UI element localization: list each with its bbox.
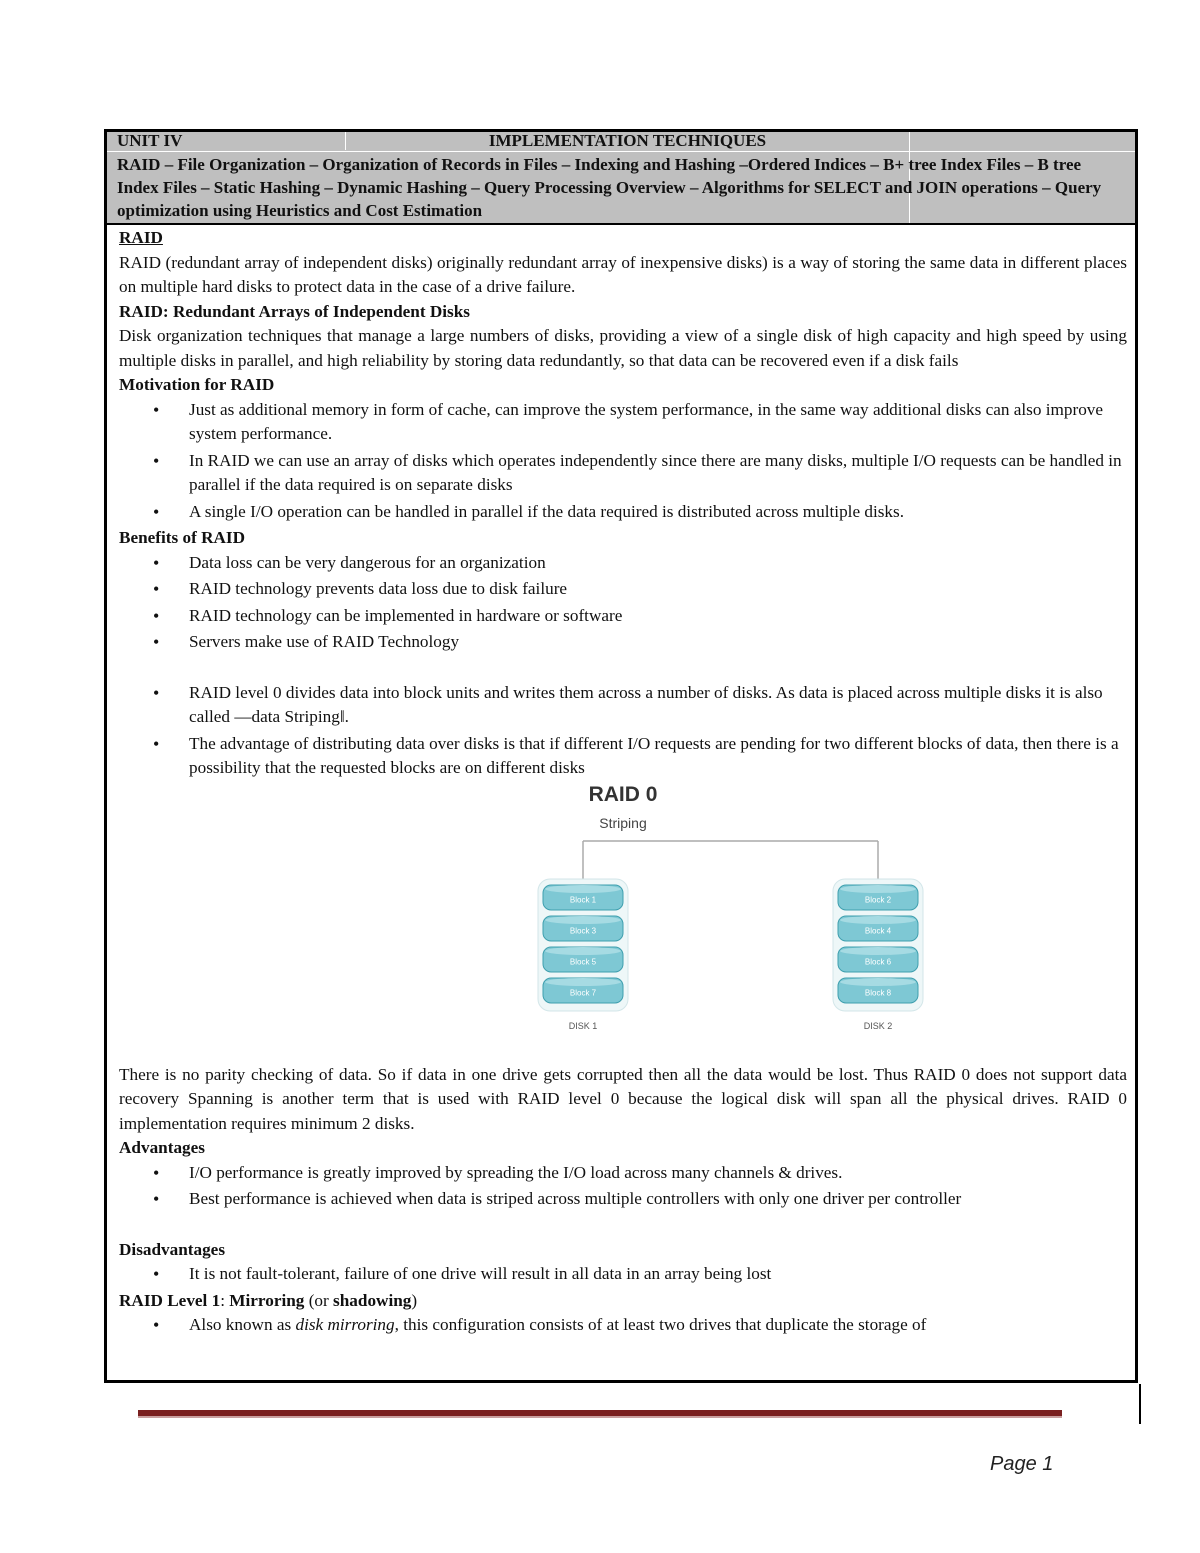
raid1-list bbox=[119, 1313, 1127, 1338]
disk-block-top bbox=[545, 947, 621, 955]
block-label: Block 5 bbox=[569, 957, 597, 966]
motivation-list bbox=[119, 398, 1127, 525]
page-frame bbox=[104, 129, 1138, 1383]
list-item: • A single I/O operation can be handled in parallel if the data required is distributed across multiple disks. bbox=[189, 500, 1127, 525]
raid1-item-a: Also known as bbox=[189, 1315, 296, 1334]
disk-block-top bbox=[545, 885, 621, 893]
raid1-heading-or: (or bbox=[304, 1290, 334, 1310]
disadvantages-heading: Disadvantages bbox=[119, 1239, 226, 1259]
raid1-item-b: , this configuration consists of at least two drives that duplicate the storage of bbox=[394, 1315, 927, 1334]
raid1-item-em: disk mirroring bbox=[295, 1315, 395, 1334]
advantages-list bbox=[119, 1161, 1127, 1212]
disks-layer bbox=[538, 841, 923, 1031]
motivation-heading: Motivation for RAID bbox=[119, 375, 275, 394]
disk-block-top bbox=[840, 947, 916, 955]
raid0-diagram bbox=[119, 783, 1133, 1063]
list-item: • RAID technology prevents data loss due to disk failure bbox=[189, 577, 1127, 602]
figure-subtitle: Striping bbox=[599, 814, 647, 831]
disk-label: DISK 1 bbox=[568, 1020, 598, 1031]
list-item: • RAID technology can be implemented in hardware or software bbox=[189, 604, 1127, 629]
list-item: • I/O performance is greatly improved by spreading the I/O load across many channels & drives. bbox=[189, 1161, 1127, 1186]
raid1-heading-shadowing: shadowing bbox=[333, 1290, 412, 1310]
block-label: Block 2 bbox=[864, 895, 892, 904]
list-item bbox=[189, 1313, 1127, 1338]
list-item: • It is not fault-tolerant, failure of one drive will result in all data in an array being lost bbox=[189, 1262, 1127, 1287]
header-divider bbox=[107, 151, 1135, 152]
disk-block-top bbox=[840, 916, 916, 924]
advantages-heading: Advantages bbox=[119, 1138, 205, 1157]
unit-label: UNIT IV bbox=[117, 131, 183, 150]
margin-rule bbox=[1139, 1384, 1141, 1424]
block-label: Block 7 bbox=[569, 988, 597, 997]
unit-title: IMPLEMENTATION TECHNIQUES bbox=[345, 132, 909, 150]
benefits-heading: Benefits of RAID bbox=[119, 528, 246, 547]
list-item: • Servers make use of RAID Technology bbox=[189, 630, 1127, 655]
raid1-heading-mirroring: Mirroring bbox=[229, 1290, 305, 1310]
page-number: Page 1 bbox=[990, 1453, 1054, 1475]
list-item: • RAID level 0 divides data into block units and writes them across a number of disks. As data is placed across multiple disks it is also called ―data Striping‖. bbox=[189, 681, 1127, 730]
raid-subheading: RAID: Redundant Arrays of Independent Disks bbox=[119, 301, 470, 321]
disk-block-top bbox=[840, 885, 916, 893]
disk-block-top bbox=[545, 916, 621, 924]
block-label: Block 4 bbox=[864, 926, 892, 935]
disk-block-top bbox=[840, 978, 916, 986]
raid-intro: RAID (redundant array of independent disks) originally redundant array of inexpensive disks) is a way of storing the same data in different places on multiple hard disks to protect data in the case of a drive failure. bbox=[119, 252, 1127, 296]
unit-topics: RAID – File Organization – Organization of Records in Files – Indexing and Hashing –Ordered Indices – B+ tree Index Files – B tree Index Files – Static Hashing – Dynamic Hashing – Query Processing Overview – Algorithms for SELECT and JOIN operations – Query optimization using Heuristics and Cost Estimation bbox=[117, 155, 1102, 220]
block-label: Block 6 bbox=[864, 957, 892, 966]
block-label: Block 8 bbox=[864, 988, 892, 997]
block-label: Block 3 bbox=[569, 926, 597, 935]
raid1-heading bbox=[119, 1289, 1127, 1314]
raid1-heading-colon: : bbox=[220, 1290, 230, 1310]
footer-rule bbox=[138, 1410, 1062, 1418]
raid-description: Disk organization techniques that manage a large numbers of disks, providing a view of a single disk of high capacity and high speed by using multiple disks in parallel, and high reliability by storing data redundantly, so that data can be recovered even if a disk fails bbox=[119, 326, 1127, 370]
raid1-heading-close: ) bbox=[411, 1290, 418, 1310]
spacer bbox=[119, 1214, 1127, 1238]
spacer bbox=[119, 657, 1127, 681]
block-label: Block 1 bbox=[569, 895, 597, 904]
list-item: • Just as additional memory in form of cache, can improve the system performance, in the same way additional disks can also improve system performance. bbox=[189, 398, 1127, 447]
raid-heading: RAID bbox=[119, 228, 163, 247]
parity-text: There is no parity checking of data. So if data in one drive gets corrupted then all the data would be lost. Thus RAID 0 does not support data recovery Spanning is another term that is used with RAID level 0 because the logical disk will span all the physical drives. RAID 0 implementation requires minimum 2 disks. bbox=[119, 1064, 1127, 1133]
raid0-figure bbox=[119, 783, 1127, 1063]
list-item: • In RAID we can use an array of disks which operates independently since there are many disks, multiple I/O requests can be handled in parallel if the data required is on separate disks bbox=[189, 449, 1127, 498]
unit-header bbox=[107, 132, 1135, 225]
benefits-list bbox=[119, 551, 1127, 655]
disadvantages-list bbox=[119, 1262, 1127, 1287]
list-item: • Data loss can be very dangerous for an organization bbox=[189, 551, 1127, 576]
page-content bbox=[119, 226, 1127, 1340]
list-item: • The advantage of distributing data over disks is that if different I/O requests are pending for two different blocks of data, then there is a possibility that the requested blocks are on different disks bbox=[189, 732, 1127, 781]
disk-label: DISK 2 bbox=[863, 1020, 893, 1031]
raid1-heading-level: RAID Level 1 bbox=[119, 1290, 221, 1310]
list-item: • Best performance is achieved when data is striped across multiple controllers with only one driver per controller bbox=[189, 1187, 1127, 1212]
figure-title: RAID 0 bbox=[588, 782, 658, 806]
raid0-list bbox=[119, 681, 1127, 781]
disk-block-top bbox=[545, 978, 621, 986]
